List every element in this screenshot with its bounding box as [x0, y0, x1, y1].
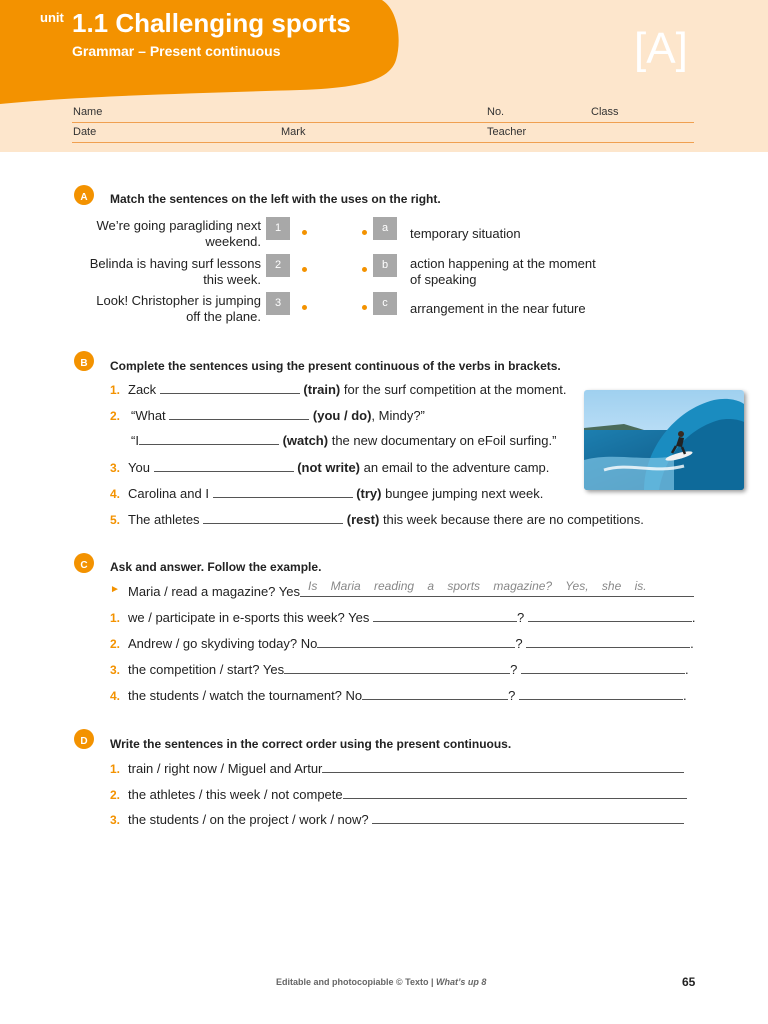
b-item-4: Carolina and I (try) bungee jumping next week.	[128, 486, 544, 501]
match-dot-right-a[interactable]	[362, 230, 367, 235]
page-number: 65	[682, 975, 696, 989]
c-question-blank-2[interactable]	[317, 647, 515, 648]
c-answer-blank-1[interactable]	[528, 621, 692, 622]
section-b-instruction: Complete the sentences using the present continuous of the verbs in brackets.	[110, 359, 561, 373]
name-line[interactable]	[72, 122, 694, 123]
no-label: No.	[487, 106, 505, 118]
match-number-1: 1	[266, 217, 290, 240]
d-answer-blank-3[interactable]	[372, 823, 684, 824]
b-item-5: The athletes (rest) this week because there are no competitions.	[128, 512, 644, 527]
match-number-3: 3	[266, 292, 290, 315]
section-d-instruction: Write the sentences in the correct order using the present continuous.	[110, 737, 512, 751]
c-example-question: Maria / read a magazine? Yes	[128, 584, 300, 599]
page-title: 1.1 Challenging sports	[72, 8, 351, 38]
c-question-blank-1[interactable]	[373, 621, 517, 622]
match-number-2: 2	[266, 254, 290, 277]
surfer-photo	[584, 390, 744, 490]
mark-label: Mark	[281, 126, 306, 138]
footer-credit: Editable and photocopiable © Texto | What’s up 8	[276, 977, 487, 987]
b-item-number: 2.	[110, 409, 121, 423]
match-dot-right-b[interactable]	[362, 267, 367, 272]
teacher-label: Teacher	[487, 126, 527, 138]
level-label: [A]	[634, 24, 688, 73]
c-answer-blank-4[interactable]	[519, 699, 683, 700]
date-label: Date	[73, 126, 97, 138]
d-item-2: the athletes / this week / not compete	[128, 787, 687, 802]
b-blank-3[interactable]	[154, 471, 294, 472]
c-answer-blank-3[interactable]	[521, 673, 685, 674]
b-item-1: Zack (train) for the surf competition at the moment.	[128, 382, 567, 397]
section-c-instruction: Ask and answer. Follow the example.	[110, 560, 322, 574]
c-item-4: the students / watch the tournament? No ? .	[128, 688, 687, 703]
d-item-3: the students / on the project / work / now?	[128, 812, 684, 827]
match-right-c: arrangement in the near future	[410, 301, 586, 316]
page-subtitle: Grammar – Present continuous	[72, 43, 281, 59]
c-item-2: Andrew / go skydiving today? No ? .	[128, 636, 694, 651]
b-blank-4[interactable]	[213, 497, 353, 498]
c-item-number: 3.	[110, 663, 121, 677]
date-line[interactable]	[72, 142, 694, 143]
match-right-b: action happening at the moment of speaking	[410, 256, 596, 287]
c-item-1: we / participate in e-sports this week? Yes ? .	[128, 610, 696, 625]
class-label: Class	[591, 106, 619, 118]
unit-label: unit	[40, 10, 64, 25]
match-left-2: Belinda is having surf lessons this week.	[89, 256, 261, 287]
match-letter-c: c	[373, 292, 397, 315]
section-c-badge: C	[74, 553, 94, 573]
b-item-number: 3.	[110, 461, 121, 475]
c-example-answer: Is Maria reading a sports magazine? Yes, she is.	[308, 579, 647, 593]
name-label: Name	[73, 106, 103, 118]
d-item-number: 3.	[110, 813, 121, 827]
section-b-badge: B	[74, 351, 94, 371]
match-left-3: Look! Christopher is jumping off the plane.	[96, 293, 261, 324]
example-arrow-icon: ►	[110, 584, 120, 595]
b-item-number: 5.	[110, 513, 121, 527]
c-item-number: 4.	[110, 689, 121, 703]
match-dot-right-c[interactable]	[362, 305, 367, 310]
match-letter-a: a	[373, 217, 397, 240]
d-item-1: train / right now / Miguel and Artur	[128, 761, 684, 776]
c-item-number: 2.	[110, 637, 121, 651]
b-blank-1[interactable]	[160, 393, 300, 394]
section-a-badge: A	[74, 185, 94, 205]
d-answer-blank-2[interactable]	[343, 798, 687, 799]
b-item-number: 4.	[110, 487, 121, 501]
c-question-blank-3[interactable]	[284, 673, 510, 674]
b-item-number: 1.	[110, 383, 121, 397]
c-item-number: 1.	[110, 611, 121, 625]
match-right-a: temporary situation	[410, 226, 521, 241]
d-item-number: 2.	[110, 788, 121, 802]
c-item-3: the competition / start? Yes ? .	[128, 662, 689, 677]
section-d-badge: D	[74, 729, 94, 749]
match-dot-left-1[interactable]	[302, 230, 307, 235]
match-dot-left-3[interactable]	[302, 305, 307, 310]
section-a-instruction: Match the sentences on the left with the uses on the right.	[110, 192, 441, 206]
match-letter-b: b	[373, 254, 397, 277]
c-question-blank-4[interactable]	[362, 699, 508, 700]
b-item-2: “What (you / do), Mindy?”	[131, 408, 425, 423]
match-dot-left-2[interactable]	[302, 267, 307, 272]
d-item-number: 1.	[110, 762, 121, 776]
b-blank-5[interactable]	[203, 523, 343, 524]
b-item-2b: “I (watch) the new documentary on eFoil surfing.”	[131, 433, 557, 448]
d-answer-blank-1[interactable]	[322, 772, 684, 773]
c-answer-blank-2[interactable]	[526, 647, 690, 648]
b-item-3: You (not write) an email to the adventure camp.	[128, 460, 550, 475]
b-blank-2b[interactable]	[139, 444, 279, 445]
match-left-1: We’re going paragliding next weekend.	[96, 218, 261, 249]
b-blank-2[interactable]	[169, 419, 309, 420]
